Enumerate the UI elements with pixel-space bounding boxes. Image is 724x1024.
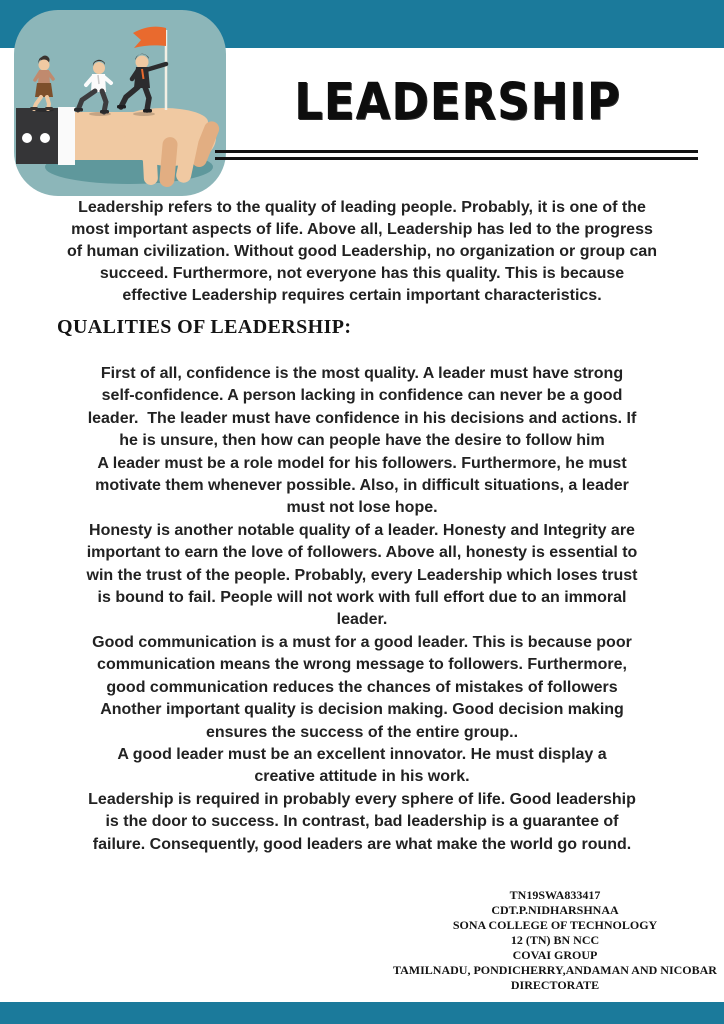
title-double-rule [215,150,698,160]
signature-line: CDT.P.NIDHARSHNAA [491,903,619,917]
body-line: is the door to success. In contrast, bad leadership is a guarantee of [105,813,619,831]
signature-line: 12 (TN) BN NCC [510,933,600,947]
intro-line: most important aspects of life. Above all, Leadership has led to the progress [71,221,653,238]
body-line: A leader must be a role model for his followers. Furthermore, he must [97,454,627,472]
body-line: communication means the wrong message to followers. Furthermore, [97,656,627,674]
body-line: Leadership is required in probably every sphere of life. Good leadership [88,790,636,808]
intro-paragraph [40,197,684,307]
body-line: win the trust of the people. Probably, every Leadership which loses trust [86,566,638,584]
signature-block [390,888,720,993]
body-line: First of all, confidence is the most quality. A leader must have strong [100,365,624,382]
leadership-illustration [14,10,226,196]
body-line: must not lose hope. [286,499,438,517]
body-line: is bound to fail. People will not work with full effort due to an immoral [97,589,627,607]
body-line: motivate them whenever possible. Also, in difficult situations, a leader [95,477,629,495]
body-line: self-confidence. A person lacking in confidence can never be a good [101,387,623,405]
body-paragraphs [40,363,684,856]
body-line: Honesty is another notable quality of a leader. Honesty and Integrity are [89,521,635,539]
qualities-heading: QUALITIES OF LEADERSHIP: [57,316,352,338]
body-line: he is unsure, then how can people have the desire to follow him [119,432,605,450]
body-line: Good communication is a must for a good leader. This is because poor [92,633,632,651]
intro-line: of human civilization. Without good Leadership, no organization or group can [66,243,658,260]
body-line: important to earn the love of followers. Above all, honesty is essential to [86,544,638,562]
body-line: creative attitude in his work. [254,768,470,786]
signature-line: DIRECTORATE [510,978,600,992]
signature-line: TAMILNADU, PONDICHERRY,ANDAMAN AND NICOBAR [393,963,717,977]
body-line: failure. Consequently, good leaders are what make the world go round. [92,835,632,853]
page-title: LEADERSHIP [294,72,621,132]
body-line: Another important quality is decision making. Good decision making [100,701,624,719]
bottom-banner [0,1002,724,1024]
signature-line: COVAI GROUP [512,948,598,962]
body-line: leader. The leader must have confidence in his decisions and actions. If [87,409,637,427]
body-line: leader. [336,611,388,629]
intro-line: Leadership refers to the quality of leading people. Probably, it is one of the [78,199,646,216]
intro-line: succeed. Furthermore, not everyone has this quality. This is because [99,265,625,282]
runners-on-giant-hand-illustration [14,10,226,196]
signature-line: SONA COLLEGE OF TECHNOLOGY [452,918,658,932]
suit-sleeve-shape [16,107,75,165]
intro-line: effective Leadership requires certain important characteristics. [122,287,602,304]
body-line: ensures the success of the entire group.. [205,723,519,741]
signature-line: TN19SWA833417 [509,888,601,902]
body-line: good communication reduces the chances of mistakes of followers [106,678,618,696]
body-line: A good leader must be an excellent innovator. He must display a [117,745,607,763]
